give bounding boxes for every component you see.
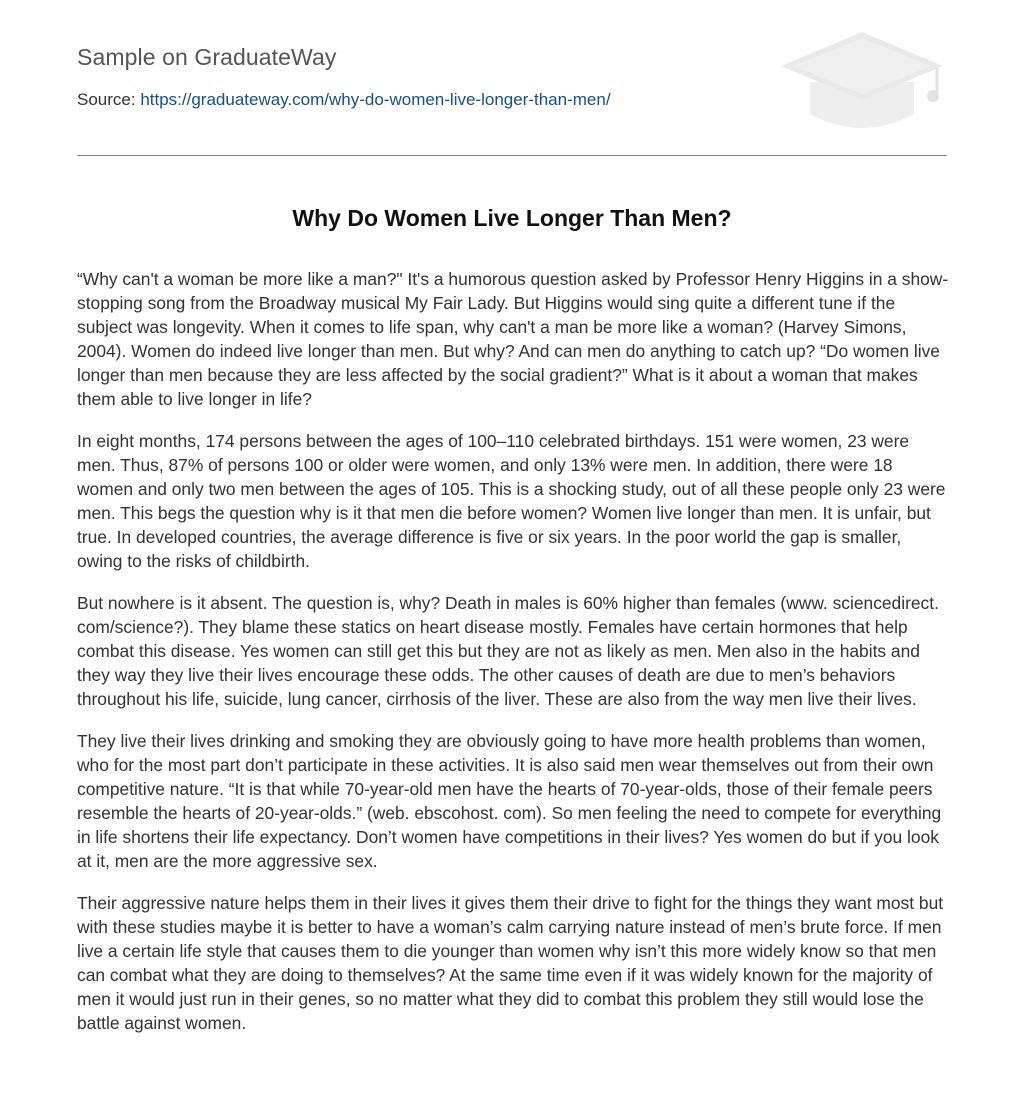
paragraph: They live their lives drinking and smoking they are obviously going to have more health problems than women, who for the most part don’t participate in these activities. It is also said men wear themselves out from their own competitive nature. “It is that while 70-year-old men have the hearts of 70-year-olds, those of their female peers resemble the hearts of 20-year-olds.” (web. ebscohost. com). So men feeling the need to compete for everything in life shortens their life expectancy. Don’t women have competitions in their lives? Yes women do but if you look at it, men are the more aggressive sex. (77, 731, 942, 871)
article-title: Why Do Women Live Longer Than Men? (292, 205, 732, 231)
graduation-cap-icon (777, 30, 947, 134)
paragraph: But nowhere is it absent. The question is, why? Death in males is 60% higher than females (www. sciencedirect. com/science?). They blame these statics on heart disease mostly. Females have certain hormones that help combat this disease. Yes women can still get this but they are not as likely as men. Men also in the habits and they way they live their lives encourage these odds. The other causes of death are due to men’s behaviors throughout his life, suicide, lung cancer, cirrhosis of the liver. These are also from the way men live their lives. (77, 593, 939, 709)
page-header (77, 0, 947, 156)
paragraph: In eight months, 174 persons between the ages of 100–110 celebrated birthdays. 151 were women, 23 were men. Thus, 87% of persons 100 or older were women, and only 13% were men. In addition, there were 18 women and only two men between the ages of 105. This is a shocking study, out of all these people only 23 were men. This begs the question why is it that men die before women? Women live longer than men. It is unfair, but true. In developed countries, the average difference is five or six years. In the poor world the gap is smaller, owing to the risks of childbirth. (77, 431, 946, 571)
paragraph: Their aggressive nature helps them in their lives it gives them their drive to fight for the things they want most but with these studies maybe it is better to have a woman’s calm carrying nature instead of men’s brute force. If men live a certain life style that causes them to die younger than women why isn’t this more widely know so that men can combat what they are doing to themselves? At the same time even if it was widely known for the majority of men it would just run in their genes, so no matter what they did to combat this problem they still would lose the battle against women. (77, 893, 944, 1033)
paragraph: “Why can't a woman be more like a man?" It's a humorous question asked by Professor Henry Higgins in a show-stopping song from the Broadway musical My Fair Lady. But Higgins would sing quite a different tune if the subject was longevity. When it comes to life span, why can't a man be more like a woman? (Harvey Simons, 2004). Women do indeed live longer than men. But why? And can men do anything to catch up? “Do women live longer than men because they are less affected by the social gradient?” What is it about a woman that makes them able to live longer in life? (77, 269, 949, 409)
source-link[interactable]: https://graduateway.com/why-do-women-live-longer-than-men/ (140, 90, 611, 109)
header-divider (77, 155, 947, 156)
source-label: Source: (77, 90, 136, 109)
article-body (77, 267, 951, 1053)
source-line (77, 90, 611, 110)
site-title: Sample on GraduateWay (77, 44, 337, 70)
